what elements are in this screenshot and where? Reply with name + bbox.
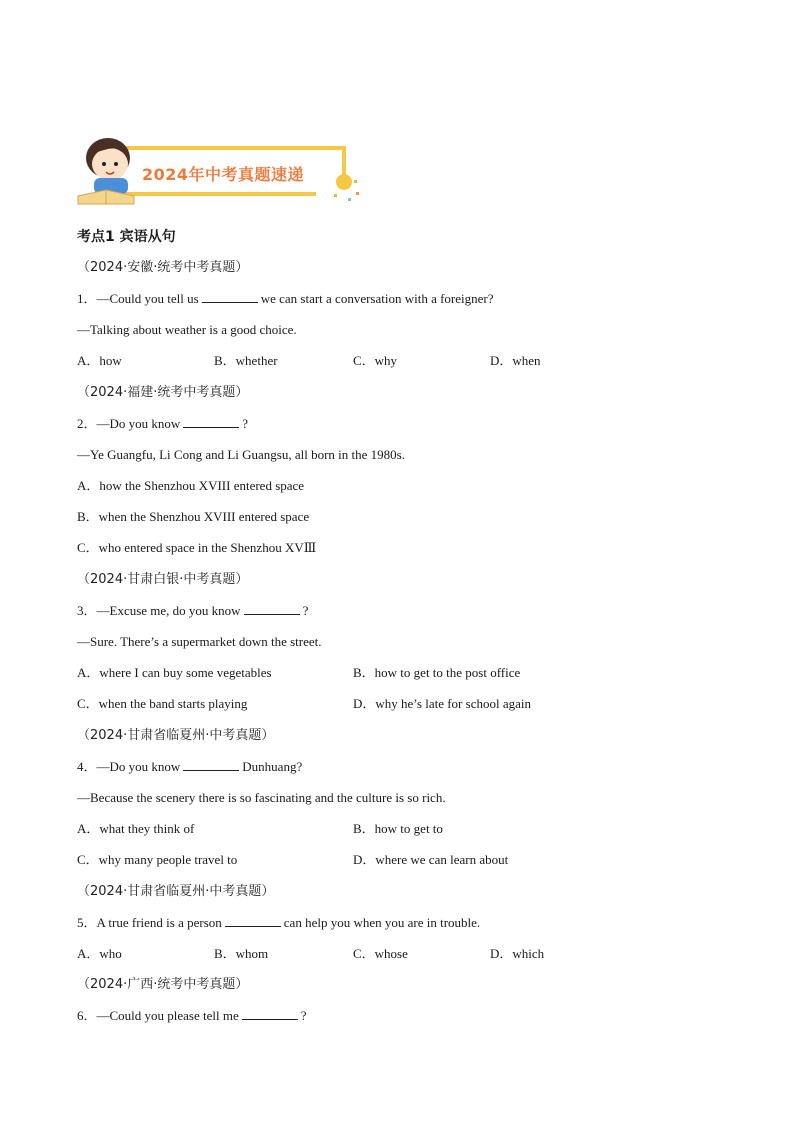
q3-stem-part1: 3．—Excuse me, do you know <box>77 603 241 618</box>
answer-blank <box>202 290 258 303</box>
q2-stem <box>77 415 248 433</box>
banner-title: 2024年中考真题速递 <box>142 165 305 184</box>
q2-stem-part1: 2．—Do you know <box>77 416 181 431</box>
q1-stem-part1: 1．—Could you tell us <box>77 291 199 306</box>
q2-option-c: C．who entered space in the Shenzhou XVⅢ <box>77 540 317 555</box>
q1-stem-part2: we can start a conversation with a foreigner? <box>260 291 494 306</box>
q3-option-b: B．how to get to the post office <box>353 665 521 680</box>
q5-stem-part1: 5．A true friend is a person <box>77 915 222 930</box>
q5-stem <box>77 914 480 932</box>
lamp-icon <box>336 174 352 190</box>
q1-source: （2024·安徽·统考中考真题） <box>77 260 249 275</box>
q5-option-c: C．whose <box>353 946 408 961</box>
q5-option-a: A．who <box>77 946 122 961</box>
q3-reply: —Sure. There’s a supermarket down the street. <box>77 634 322 649</box>
q6-stem-part2: ? <box>300 1008 307 1023</box>
q1-option-b: B．whether <box>214 353 278 368</box>
answer-blank <box>244 602 300 615</box>
q2-option-b: B．when the Shenzhou XVIII entered space <box>77 509 310 524</box>
q3-option-a: A．where I can buy some vegetables <box>77 665 272 680</box>
q4-option-b: B．how to get to <box>353 821 443 836</box>
q4-reply: —Because the scenery there is so fascinating and the culture is so rich. <box>77 790 446 805</box>
q5-stem-part2: can help you when you are in trouble. <box>283 915 481 930</box>
q1-reply: —Talking about weather is a good choice. <box>77 322 297 337</box>
section-heading: 考点1 宾语从句 <box>77 229 176 245</box>
answer-blank <box>225 914 281 927</box>
q6-stem <box>77 1007 307 1025</box>
q4-option-a: A．what they think of <box>77 821 195 836</box>
q5-option-b: B．whom <box>214 946 269 961</box>
q3-option-d: D．why he’s late for school again <box>353 696 531 711</box>
q4-stem <box>77 758 302 776</box>
q3-option-c: C．when the band starts playing <box>77 696 248 711</box>
q6-source: （2024·广西·统考中考真题） <box>77 977 249 992</box>
q3-stem-part2: ? <box>302 603 309 618</box>
q3-source: （2024·甘肃白银·中考真题） <box>77 572 249 587</box>
section-banner <box>76 128 366 212</box>
answer-blank <box>183 758 239 771</box>
q4-source: （2024·甘肃省临夏州·中考真题） <box>77 728 275 743</box>
q6-stem-part1: 6．—Could you please tell me <box>77 1008 239 1023</box>
q2-reply: —Ye Guangfu, Li Cong and Li Guangsu, all born in the 1980s. <box>77 447 405 462</box>
q5-source: （2024·甘肃省临夏州·中考真题） <box>77 884 275 899</box>
q2-option-a: A．how the Shenzhou XVIII entered space <box>77 478 305 493</box>
q4-stem-part1: 4．—Do you know <box>77 759 181 774</box>
q4-stem-part2: Dunhuang? <box>242 759 303 774</box>
q3-stem <box>77 602 308 620</box>
q1-option-c: C．why <box>353 353 398 368</box>
q2-stem-part2: ? <box>242 416 249 431</box>
q5-option-d: D．which <box>490 946 545 961</box>
q2-source: （2024·福建·统考中考真题） <box>77 385 249 400</box>
answer-blank <box>242 1007 298 1020</box>
q1-stem <box>77 290 494 308</box>
answer-blank <box>183 415 239 428</box>
q4-option-d: D．where we can learn about <box>353 852 509 867</box>
q4-option-c: C．why many people travel to <box>77 852 238 867</box>
q1-option-a: A．how <box>77 353 122 368</box>
q1-option-d: D．when <box>490 353 541 368</box>
